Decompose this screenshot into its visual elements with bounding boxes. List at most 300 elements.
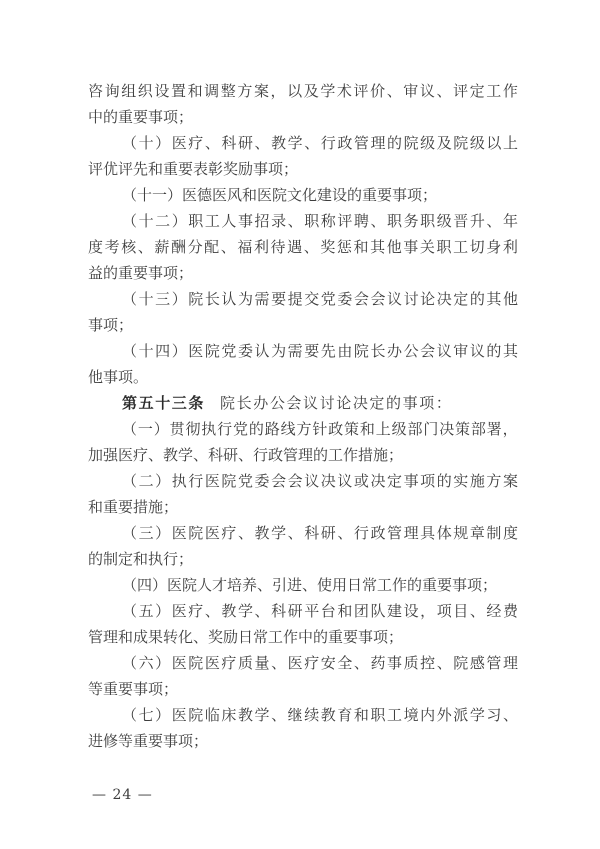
char: 院 — [204, 342, 220, 360]
char: 及 — [303, 82, 319, 100]
char: 、 — [486, 212, 502, 230]
char: 会 — [370, 290, 386, 308]
char: 策 — [455, 420, 471, 438]
char: 章 — [469, 524, 485, 542]
char: 医 — [204, 472, 220, 490]
page-number: — 24 — — [92, 787, 153, 803]
char: 委 — [337, 290, 353, 308]
char: 交 — [304, 290, 320, 308]
char: 疗 — [304, 654, 320, 672]
text-line — [88, 598, 518, 624]
char: 长 — [204, 290, 220, 308]
char: 称 — [320, 212, 336, 230]
char: 定 — [469, 82, 485, 100]
char: 针 — [312, 420, 328, 438]
char: 门 — [423, 420, 439, 438]
char: 院 — [188, 706, 204, 724]
char: 、 — [469, 602, 485, 620]
char: 医 — [188, 342, 204, 360]
char: 线 — [280, 420, 296, 438]
char: 认 — [221, 290, 237, 308]
char: 制 — [486, 524, 502, 542]
text-line: （四）医院人才培养、引进、使用日常工作的重要事项； — [122, 576, 498, 594]
char: 的 — [486, 342, 502, 360]
char: 行 — [217, 420, 233, 438]
char: 目 — [453, 602, 469, 620]
char: 费 — [502, 602, 518, 620]
text-line: 中的重要事项； — [88, 108, 194, 126]
char: 决 — [320, 472, 336, 490]
char: 疗 — [221, 524, 237, 542]
char: 、 — [220, 238, 236, 256]
char: 内 — [420, 706, 436, 724]
char: ， — [502, 420, 518, 438]
char: 需 — [254, 290, 270, 308]
char: 疗 — [221, 654, 237, 672]
char: 教 — [320, 706, 336, 724]
char: 署 — [486, 420, 502, 438]
text-line — [88, 520, 518, 546]
char: ） — [155, 472, 171, 490]
text-line: 他事项。 — [88, 368, 149, 386]
char: 行 — [320, 134, 336, 152]
char: 、 — [386, 82, 402, 100]
char: 议 — [304, 472, 320, 490]
text-line — [88, 234, 518, 260]
char: 部 — [470, 420, 486, 438]
char: 四 — [155, 342, 171, 360]
char: 、 — [204, 602, 220, 620]
char: ） — [155, 602, 171, 620]
char: （ — [122, 706, 138, 724]
char: 议 — [436, 342, 452, 360]
char: 平 — [304, 602, 320, 620]
text-line: 等重要事项； — [88, 680, 179, 698]
char: 案 — [253, 82, 269, 100]
char: ） — [155, 706, 171, 724]
char: 配 — [204, 238, 220, 256]
char: 质 — [237, 654, 253, 672]
char: 职 — [387, 212, 403, 230]
char: 医 — [171, 134, 187, 152]
char: 床 — [221, 706, 237, 724]
char: 工 — [453, 238, 469, 256]
char: 级 — [420, 134, 436, 152]
char: 评 — [337, 212, 353, 230]
char: 需 — [287, 342, 303, 360]
char: 部 — [407, 420, 423, 438]
char: 工 — [204, 212, 220, 230]
char: 体 — [436, 524, 452, 542]
char: 关 — [419, 238, 435, 256]
char: 院 — [188, 290, 204, 308]
char: 度 — [502, 524, 518, 542]
char: 台 — [320, 602, 336, 620]
char: 作 — [502, 82, 518, 100]
char: 价 — [370, 82, 386, 100]
char: 医 — [204, 654, 220, 672]
char: 委 — [237, 342, 253, 360]
char: 他 — [502, 290, 518, 308]
char: 控 — [420, 654, 436, 672]
article-number: 第五十三条 — [122, 394, 206, 412]
char: 级 — [391, 420, 407, 438]
char: 、 — [287, 212, 303, 230]
char: 十 — [138, 290, 154, 308]
char: 招 — [254, 212, 270, 230]
char: 医 — [204, 524, 220, 542]
char: 理 — [502, 654, 518, 672]
char: 、 — [337, 524, 353, 542]
char: 规 — [453, 524, 469, 542]
text-line: 评优评先和重要表彰奖励事项； — [88, 160, 299, 178]
text-line: 加强医疗、教学、科研、行政管理的工作措施； — [88, 446, 404, 464]
char: 度 — [88, 238, 104, 256]
char: 方 — [296, 420, 312, 438]
char: 实 — [453, 472, 469, 490]
char: （ — [122, 342, 138, 360]
char: 评 — [453, 82, 469, 100]
text-line — [88, 390, 518, 416]
char: 上 — [375, 420, 391, 438]
char: ） — [155, 654, 171, 672]
text-line: 事项； — [88, 316, 134, 334]
char: 公 — [403, 342, 419, 360]
char: 评 — [353, 82, 369, 100]
char: 及 — [436, 134, 452, 152]
char: 认 — [254, 342, 270, 360]
char: 学 — [469, 706, 485, 724]
char: 工 — [387, 706, 403, 724]
char: 的 — [387, 134, 403, 152]
char: 案 — [502, 472, 518, 490]
char: 和 — [353, 706, 369, 724]
char: （ — [122, 654, 138, 672]
char: 议 — [469, 342, 485, 360]
char: 要 — [271, 290, 287, 308]
char: 议 — [337, 472, 353, 490]
char: 学 — [287, 134, 303, 152]
char: ， — [420, 602, 436, 620]
article-title: 院长办公会议讨论决定的事项： — [220, 394, 453, 412]
char: 奖 — [320, 238, 336, 256]
char: 上 — [502, 134, 518, 152]
char: 织 — [137, 82, 153, 100]
char: 学 — [271, 524, 287, 542]
char: 的 — [469, 290, 485, 308]
char: 录 — [271, 212, 287, 230]
char: ， — [270, 82, 286, 100]
char: 、 — [204, 134, 220, 152]
char: 教 — [237, 706, 253, 724]
body-text — [88, 78, 518, 754]
char: 切 — [469, 238, 485, 256]
text-line: （十一）医德医风和医院文化建设的重要事项； — [122, 186, 438, 204]
char: 决 — [439, 420, 455, 438]
char: 定 — [387, 472, 403, 490]
char: 薪 — [154, 238, 170, 256]
char: 术 — [336, 82, 352, 100]
char: 境 — [403, 706, 419, 724]
char: 项 — [436, 602, 452, 620]
char: 六 — [138, 654, 154, 672]
char: 医 — [171, 654, 187, 672]
char: 身 — [486, 238, 502, 256]
char: 职 — [304, 212, 320, 230]
char: 一 — [137, 420, 153, 438]
char: 和 — [359, 420, 375, 438]
char: 三 — [138, 524, 154, 542]
char: 研 — [237, 134, 253, 152]
char: 酬 — [170, 238, 186, 256]
char: 院 — [353, 342, 369, 360]
char: 长 — [370, 342, 386, 360]
char: 、 — [304, 134, 320, 152]
char: 事 — [387, 654, 403, 672]
char: 、 — [370, 212, 386, 230]
char: 十 — [138, 134, 154, 152]
char: 议 — [387, 290, 403, 308]
char: 、 — [436, 82, 452, 100]
char: 方 — [237, 82, 253, 100]
char: 外 — [436, 706, 452, 724]
char: 党 — [221, 342, 237, 360]
char: ） — [171, 342, 187, 360]
char: 职 — [188, 212, 204, 230]
char: 习 — [486, 706, 502, 724]
char: 设 — [154, 82, 170, 100]
char: 整 — [220, 82, 236, 100]
char: 感 — [469, 654, 485, 672]
char: 级 — [436, 212, 452, 230]
char: 核 — [121, 238, 137, 256]
char: 提 — [287, 290, 303, 308]
char: 职 — [420, 212, 436, 230]
char: 审 — [403, 82, 419, 100]
char: 理 — [403, 524, 419, 542]
char: 团 — [353, 602, 369, 620]
char: ） — [155, 524, 171, 542]
char: 职 — [436, 238, 452, 256]
char: 升 — [469, 212, 485, 230]
char: 继 — [287, 706, 303, 724]
char: 其 — [486, 290, 502, 308]
char: 论 — [420, 290, 436, 308]
char: 疗 — [188, 602, 204, 620]
char: 利 — [502, 238, 518, 256]
char: 施 — [469, 472, 485, 490]
char: 决 — [436, 290, 452, 308]
char: 职 — [370, 706, 386, 724]
char: 为 — [237, 290, 253, 308]
char: 五 — [138, 602, 154, 620]
text-line: 管理和成果转化、奖励日常工作中的重要事项； — [88, 628, 404, 646]
char: 调 — [204, 82, 220, 100]
char: 管 — [387, 524, 403, 542]
char: ） — [153, 420, 169, 438]
char: （ — [122, 602, 138, 620]
char: 科 — [271, 602, 287, 620]
char: 决 — [370, 472, 386, 490]
text-line: 进修等重要事项； — [88, 732, 209, 750]
char: 研 — [320, 524, 336, 542]
char: 研 — [287, 602, 303, 620]
char: 的 — [436, 472, 452, 490]
char: 管 — [486, 654, 502, 672]
char: 、 — [254, 134, 270, 152]
char: 建 — [387, 602, 403, 620]
char: 临 — [204, 706, 220, 724]
char: 派 — [453, 706, 469, 724]
char: 执 — [201, 420, 217, 438]
char: 管 — [353, 134, 369, 152]
char: 和 — [187, 82, 203, 100]
char: 为 — [271, 342, 287, 360]
char: 其 — [370, 238, 386, 256]
text-line: 益的重要事项； — [88, 264, 194, 282]
char: 院 — [188, 654, 204, 672]
char: 询 — [104, 82, 120, 100]
char: 定 — [453, 290, 469, 308]
char: 三 — [155, 290, 171, 308]
char: 考 — [104, 238, 120, 256]
char: 务 — [403, 212, 419, 230]
char: 路 — [264, 420, 280, 438]
char: 的 — [248, 420, 264, 438]
text-line — [88, 286, 518, 312]
char: 十 — [138, 212, 154, 230]
char: 具 — [420, 524, 436, 542]
char: 项 — [420, 472, 436, 490]
char: 党 — [233, 420, 249, 438]
char: 讨 — [403, 290, 419, 308]
char: 院 — [188, 524, 204, 542]
char: 以 — [287, 82, 303, 100]
char: 疗 — [188, 134, 204, 152]
char: 行 — [353, 524, 369, 542]
char: 十 — [138, 342, 154, 360]
char: 由 — [337, 342, 353, 360]
char: （ — [122, 420, 138, 438]
char: 聘 — [353, 212, 369, 230]
char: 量 — [254, 654, 270, 672]
char: 、 — [271, 654, 287, 672]
char: 七 — [138, 706, 154, 724]
char: 置 — [170, 82, 186, 100]
char: 科 — [304, 524, 320, 542]
char: 或 — [353, 472, 369, 490]
char: 全 — [337, 654, 353, 672]
char: 院 — [221, 472, 237, 490]
char: 设 — [403, 602, 419, 620]
char: 教 — [271, 134, 287, 152]
char: 科 — [221, 134, 237, 152]
char: ） — [171, 290, 187, 308]
char: 会 — [271, 472, 287, 490]
text-line — [88, 338, 518, 364]
char: 学 — [320, 82, 336, 100]
char: 年 — [502, 212, 518, 230]
char: 二 — [155, 212, 171, 230]
char: 事 — [403, 238, 419, 256]
char: 院 — [453, 134, 469, 152]
char: 院 — [453, 654, 469, 672]
char: （ — [122, 290, 138, 308]
char: 执 — [171, 472, 187, 490]
char: 他 — [386, 238, 402, 256]
char: 党 — [320, 290, 336, 308]
text-line — [88, 468, 518, 494]
char: 院 — [403, 134, 419, 152]
char: 利 — [253, 238, 269, 256]
char: 会 — [353, 290, 369, 308]
char: 队 — [370, 602, 386, 620]
char: 人 — [221, 212, 237, 230]
char: 质 — [403, 654, 419, 672]
char: 和 — [353, 238, 369, 256]
char: 事 — [403, 472, 419, 490]
char: 组 — [121, 82, 137, 100]
char: 工 — [486, 82, 502, 100]
char: 药 — [370, 654, 386, 672]
char: 要 — [304, 342, 320, 360]
char: 办 — [387, 342, 403, 360]
char: 事 — [237, 212, 253, 230]
char: 议 — [419, 82, 435, 100]
char: ） — [155, 134, 171, 152]
char: 政 — [328, 420, 344, 438]
char: 学 — [237, 602, 253, 620]
text-line: 和重要措施； — [88, 498, 179, 516]
char: 以 — [486, 134, 502, 152]
char: 教 — [221, 602, 237, 620]
char: 待 — [270, 238, 286, 256]
char: 先 — [320, 342, 336, 360]
char: 委 — [254, 472, 270, 490]
char: 二 — [138, 472, 154, 490]
char: 续 — [304, 706, 320, 724]
char: 理 — [370, 134, 386, 152]
char: 、 — [254, 602, 270, 620]
char: 、 — [436, 654, 452, 672]
char: 政 — [337, 134, 353, 152]
char: （ — [122, 524, 138, 542]
char: 遇 — [287, 238, 303, 256]
char: 、 — [237, 524, 253, 542]
char: 级 — [469, 134, 485, 152]
text-line — [88, 650, 518, 676]
char: 审 — [453, 342, 469, 360]
char: 咨 — [88, 82, 104, 100]
text-line — [88, 416, 518, 442]
char: 安 — [320, 654, 336, 672]
char: 经 — [486, 602, 502, 620]
char: ） — [171, 212, 187, 230]
char: 方 — [486, 472, 502, 490]
char: 晋 — [453, 212, 469, 230]
char: 医 — [171, 602, 187, 620]
char: 分 — [187, 238, 203, 256]
char: 会 — [420, 342, 436, 360]
char: 、 — [287, 524, 303, 542]
text-line — [88, 78, 518, 104]
char: （ — [122, 212, 138, 230]
char: （ — [122, 134, 138, 152]
text-line: 的制定和执行； — [88, 550, 194, 568]
text-line — [88, 702, 518, 728]
char: 彻 — [185, 420, 201, 438]
char: 贯 — [169, 420, 185, 438]
